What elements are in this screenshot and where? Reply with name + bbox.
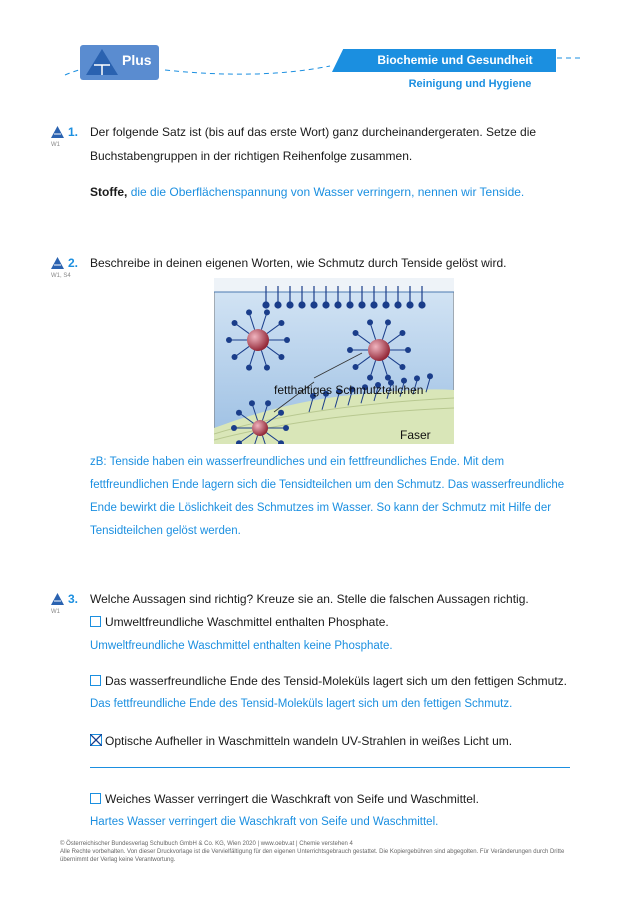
micelle-tenside-head xyxy=(347,347,353,353)
statement-item xyxy=(90,729,570,753)
statement-text: Optische Aufheller in Waschmitteln wandeln UV-Strahlen in weißes Licht um. xyxy=(105,734,513,748)
micelle-tenside-head xyxy=(278,354,284,360)
dirt-particle xyxy=(252,420,268,436)
header-title: Biochemie und Gesundheit xyxy=(377,53,533,67)
footer xyxy=(60,840,580,864)
surface-tenside-head xyxy=(383,302,389,308)
statement-checkbox[interactable] xyxy=(90,675,101,686)
statement-checkbox[interactable] xyxy=(90,793,101,804)
dirt-particle xyxy=(247,329,269,351)
question-number: 2. xyxy=(68,256,79,270)
checked-checkbox-icon[interactable] xyxy=(90,734,102,746)
micelle-tenside-head xyxy=(399,364,405,370)
fiber-tenside-head xyxy=(414,375,420,381)
level-triangle-icon xyxy=(51,593,64,605)
dirt-particle xyxy=(368,339,390,361)
statement-text: Das wasserfreundliche Ende des Tensid-Moleküls lagert sich um den fettigen Schmutz. xyxy=(105,674,568,688)
surface-tenside-head xyxy=(347,302,353,308)
micelle-tenside-head xyxy=(232,354,238,360)
question-text: Welche Aussagen sind richtig? Kreuze sie an. Stelle die falschen Aussagen richtig. xyxy=(90,592,529,606)
surface-tenside-head xyxy=(419,302,425,308)
statement-correction: Umweltfreundliche Waschmittel enthalten keine Phosphate. xyxy=(90,640,393,652)
micelle-tenside-head xyxy=(264,365,270,371)
micelle-tenside-head xyxy=(236,410,242,416)
statement-correction: Das fettfreundliche Ende des Tensid-Moleküls lagert sich um den fettigen Schmutz. xyxy=(90,698,513,710)
footer-copyright: © Österreichischer Bundesverlag Schulbuch GmbH & Co. KG, Wien 2020 | www.oebv.at | Chemie verstehen 4 xyxy=(60,841,353,847)
surface-tenside-head xyxy=(323,302,329,308)
answer-bold-word: Stoffe, xyxy=(90,185,128,199)
question-code: W1 xyxy=(51,609,60,615)
tenside-figure xyxy=(214,278,454,444)
logo-text: Plus xyxy=(122,52,152,68)
micelle-tenside-head xyxy=(385,375,391,381)
statement-checkbox[interactable] xyxy=(90,616,101,627)
micelle-tenside-head xyxy=(353,364,359,370)
micelle-tenside-head xyxy=(278,320,284,326)
statement-text: Umweltfreundliche Waschmittel enthalten Phosphate. xyxy=(105,615,389,629)
statement-item xyxy=(90,610,570,634)
surface-tenside-head xyxy=(359,302,365,308)
fiber-tenside-head xyxy=(427,373,433,379)
surface-tenside-head xyxy=(275,302,281,308)
header-subtitle: Reinigung und Hygiene xyxy=(408,78,532,90)
question-number: 1. xyxy=(68,125,79,139)
surface-tenside-head xyxy=(287,302,293,308)
micelle-tenside-head xyxy=(226,337,232,343)
micelle-tenside-head xyxy=(283,425,289,431)
answer-text: die die Oberflächenspannung von Wasser verringern, nennen wir Tenside. xyxy=(130,185,525,199)
level-triangle-icon xyxy=(51,126,64,138)
micelle-tenside-head xyxy=(264,309,270,315)
surface-tenside-head xyxy=(299,302,305,308)
surface-tenside-head xyxy=(407,302,413,308)
micelle-tenside-head xyxy=(231,425,237,431)
micelle-tenside-head xyxy=(399,330,405,336)
micelle-tenside-head xyxy=(385,319,391,325)
answer-text: zB: Tenside haben ein wasserfreundliches und ein fettfreundliches Ende. Mit dem fettfreundlichen Ende lagern sich die Tensidteilchen um den Schmutz. Das wasserfreundliche Ende bewirkt die Löslichkeit des Schmutzes im Wasser. So kann der Schmutz mit Hilfe der Tensidteilchen gelöst werden. xyxy=(90,456,565,537)
micelle-tenside-head xyxy=(367,319,373,325)
micelle-tenside-head xyxy=(278,410,284,416)
micelle-tenside-head xyxy=(246,365,252,371)
surface-tenside-head xyxy=(311,302,317,308)
statement-item xyxy=(90,787,570,811)
micelle-tenside-head xyxy=(232,320,238,326)
micelle-tenside-head xyxy=(246,309,252,315)
statement-item xyxy=(90,669,580,693)
question-text: Der folgende Satz ist (bis auf das erste Wort) ganz durcheinandergeraten. Setze die Buchstabengruppen in der richtigen Reihenfolge zusammen. xyxy=(90,125,537,163)
figure-label-fiber: Faser xyxy=(400,428,431,442)
micelle-tenside-head xyxy=(265,400,271,406)
footer-rights: Alle Rechte vorbehalten. Von dieser Druckvorlage ist die Vervielfältigung für den eigenen Unterrichtsgebrauch gestattet. Die Kopiergebühren sind abgegolten. Für Veränderungen durch Dritte übernimmt der Verlag keine Verantwortung. xyxy=(60,849,565,863)
figure-label-dirt: fetthaltiges Schmutzteilchen xyxy=(274,383,424,397)
surface-tenside-head xyxy=(371,302,377,308)
micelle-tenside-head xyxy=(249,400,255,406)
micelle-tenside-head xyxy=(353,330,359,336)
question-code: W1 xyxy=(51,142,60,148)
micelle-tenside-head xyxy=(367,375,373,381)
micelle-tenside-head xyxy=(405,347,411,353)
question-code: W1, S4 xyxy=(51,273,71,279)
answer-line xyxy=(90,180,570,204)
level-triangle-icon xyxy=(51,257,64,269)
surface-tenside-head xyxy=(395,302,401,308)
triangle-logo-icon xyxy=(84,47,120,77)
statement-text: Weiches Wasser verringert die Waschkraft von Seife und Waschmittel. xyxy=(105,792,479,806)
answer-line-rule xyxy=(90,767,570,768)
micelle-tenside-head xyxy=(284,337,290,343)
statement-correction: Hartes Wasser verringert die Waschkraft von Seife und Waschmittel. xyxy=(90,816,439,828)
surface-tenside-head xyxy=(335,302,341,308)
question-text: Beschreibe in deinen eigenen Worten, wie Schmutz durch Tenside gelöst wird. xyxy=(90,256,507,270)
surface-tenside-head xyxy=(263,302,269,308)
question-number: 3. xyxy=(68,592,79,606)
